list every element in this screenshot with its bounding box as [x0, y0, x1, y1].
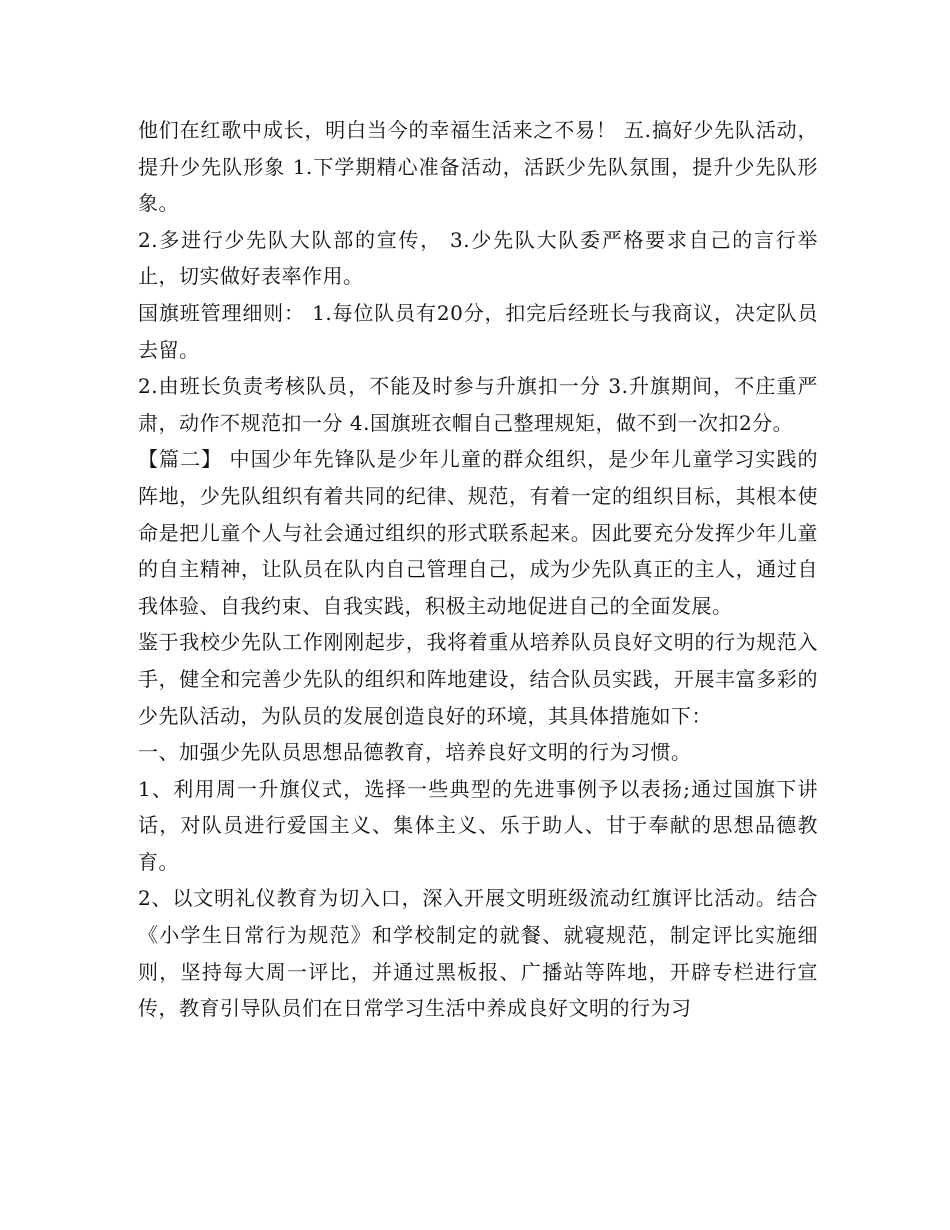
paragraph-9: 2、以文明礼仪教育为切入口，深入开展文明班级流动红旗评比活动。结合《小学生日常行为规范》和学校制定的就餐、就寝规范，制定评比实施细则，坚持每大周一评比，并通过黑板报、广播站等阵地，开辟专栏进行宣传，教育引导队员们在日常学习生活中养成良好文明的行为习	[138, 886, 818, 1021]
paragraph-4: 2.由班长负责考核队员，不能及时参与升旗扣一分 3.升旗期间，不庄重严肃，动作不规范扣一分 4.国旗班衣帽自己整理规矩，做不到一次扣2分。	[138, 374, 818, 435]
paragraph-5: 【篇二】 中国少年先锋队是少年儿童的群众组织，是少年儿童学习实践的阵地，少先队组织有着共同的纪律、规范，有着一定的组织目标，其根本使命是把儿童个人与社会通过组织的形式联系起来。因此要充分发挥少年儿童的自主精神，让队员在队内自己管理自己，成为少先队真正的主人，通过自我体验、自我约束、自我实践，积极主动地促进自己的全面发展。	[138, 447, 818, 618]
paragraph-7: 一、加强少先队员思想品德教育，培养良好文明的行为习惯。	[138, 740, 692, 765]
paragraph-6: 鉴于我校少先队工作刚刚起步，我将着重从培养队员良好文明的行为规范入手，健全和完善少先队的组织和阵地建设，结合队员实践，开展丰富多彩的少先队活动，为队员的发展创造良好的环境，其具体措施如下：	[138, 630, 818, 728]
document-body	[138, 112, 818, 1027]
paragraph-1: 他们在红歌中成长，明白当今的幸福生活来之不易！ 五.搞好少先队活动，提升少先队形象 1.下学期精心准备活动，活跃少先队氛围，提升少先队形象。	[138, 118, 818, 216]
paragraph-3: 国旗班管理细则： 1.每位队员有20分，扣完后经班长与我商议，决定队员去留。	[138, 300, 818, 362]
paragraph-2: 2.多进行少先队大队部的宣传， 3.少先队大队委严格要求自己的言行举止，切实做好表率作用。	[138, 227, 818, 289]
paragraph-8: 1、利用周一升旗仪式，选择一些典型的先进事例予以表扬;通过国旗下讲话，对队员进行爱国主义、集体主义、乐于助人、甘于奉献的思想品德教育。	[138, 776, 818, 874]
